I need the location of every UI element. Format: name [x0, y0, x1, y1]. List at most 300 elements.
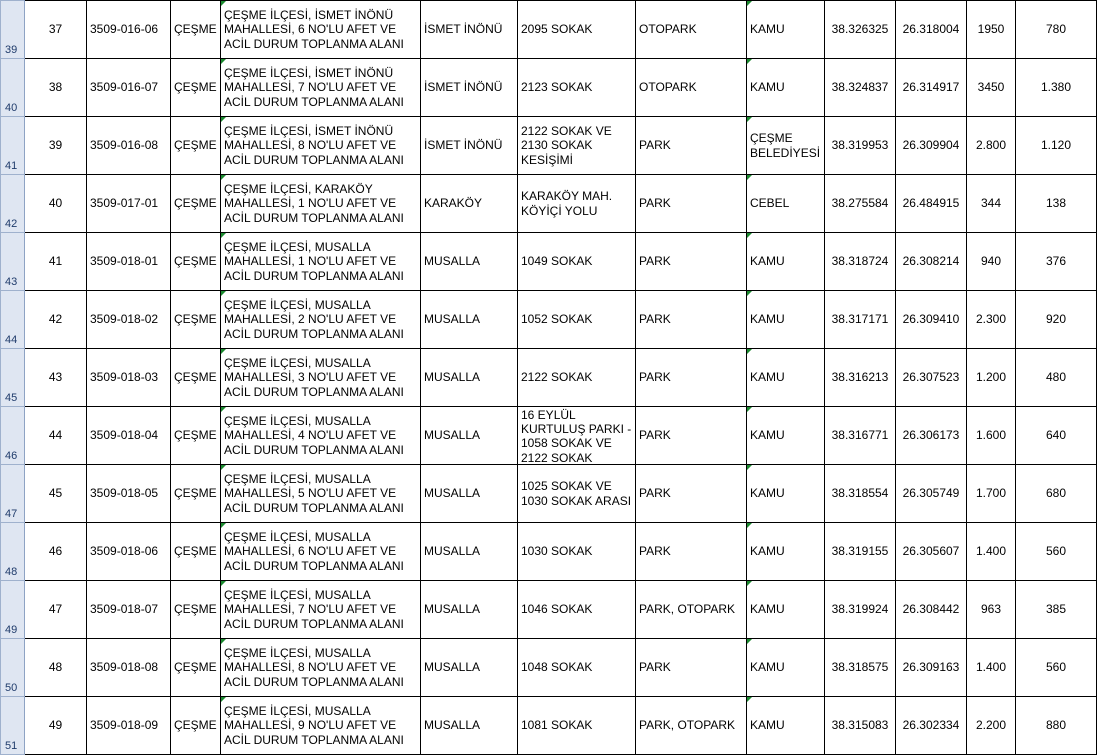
cell-area-name[interactable]: [221, 175, 421, 233]
cell-area-type[interactable]: [636, 291, 747, 349]
cell-text: KAMU: [750, 312, 785, 327]
cell-text: 1.120: [1040, 138, 1072, 153]
cell-text: ÇEŞME İLÇESİ, İSMET İNÖNÜ MAHALLESİ, 8 NO'LU AFET VE ACİL DURUM TOPLANMA ALANI: [224, 123, 404, 167]
cell-area-code[interactable]: [87, 639, 171, 697]
cell-area-type[interactable]: [636, 697, 747, 755]
cell-district[interactable]: [171, 523, 221, 581]
cell-latitude[interactable]: [825, 581, 896, 639]
cell-sira-no[interactable]: [25, 639, 87, 697]
cell-text: PARK: [639, 254, 671, 269]
cell-area-name[interactable]: [221, 407, 421, 465]
row-header[interactable]: [1, 465, 25, 523]
cell-latitude[interactable]: [825, 697, 896, 755]
cell-ownership[interactable]: [747, 117, 825, 175]
cell-text: 344: [980, 196, 1002, 211]
table-row[interactable]: [1, 59, 1097, 117]
cell-area-name[interactable]: [221, 639, 421, 697]
cell-text: İSMET İNÖNÜ: [424, 80, 503, 95]
cell-text: 37: [48, 22, 63, 37]
cell-area-code[interactable]: [87, 697, 171, 755]
cell-text: ÇEŞME: [174, 370, 217, 385]
cell-area-type[interactable]: [636, 465, 747, 523]
cell-district[interactable]: [171, 639, 221, 697]
cell-text: ÇEŞME: [174, 544, 217, 559]
cell-text: PARK: [639, 138, 671, 153]
cell-area-type[interactable]: [636, 349, 747, 407]
cell-area-name[interactable]: [221, 523, 421, 581]
cell-area-name[interactable]: [221, 465, 421, 523]
cell-neighborhood[interactable]: [421, 117, 518, 175]
cell-capacity[interactable]: [1016, 59, 1097, 117]
cell-text: 3509-018-01: [90, 254, 159, 269]
cell-text: KAMU: [750, 486, 785, 501]
cell-area-code[interactable]: [87, 175, 171, 233]
cell-text: 38.315083: [831, 718, 889, 733]
cell-text: 3509-018-06: [90, 544, 159, 559]
cell-ownership[interactable]: [747, 59, 825, 117]
cell-text: PARK: [639, 312, 671, 327]
cell-text: 1.200: [975, 370, 1007, 385]
cell-longitude[interactable]: [896, 639, 967, 697]
table-row[interactable]: [1, 581, 1097, 639]
cell-text: 880: [1045, 718, 1067, 733]
cell-text: 26.305749: [902, 486, 960, 501]
cell-text: 47: [5, 507, 18, 520]
cell-sira-no[interactable]: [25, 407, 87, 465]
cell-text: 138: [1045, 196, 1067, 211]
row-header[interactable]: [1, 175, 25, 233]
row-header[interactable]: [1, 59, 25, 117]
cell-capacity[interactable]: [1016, 697, 1097, 755]
cell-text: 44: [5, 333, 18, 346]
text-format-indicator-icon: [221, 291, 226, 296]
cell-longitude[interactable]: [896, 233, 967, 291]
cell-capacity[interactable]: [1016, 291, 1097, 349]
text-format-indicator-icon: [747, 233, 752, 238]
cell-area-size[interactable]: [967, 407, 1016, 465]
cell-district[interactable]: [171, 349, 221, 407]
cell-text: 50: [5, 681, 18, 694]
text-format-indicator-icon: [747, 407, 752, 412]
cell-ownership[interactable]: [747, 291, 825, 349]
cell-text: 39: [5, 43, 18, 56]
table-row[interactable]: [1, 697, 1097, 755]
cell-area-name[interactable]: [221, 233, 421, 291]
cell-text: 40: [5, 101, 18, 114]
cell-text: 1.600: [975, 428, 1007, 443]
cell-area-code[interactable]: [87, 291, 171, 349]
cell-district[interactable]: [171, 291, 221, 349]
cell-street[interactable]: [518, 407, 636, 465]
cell-text: MUSALLA: [424, 312, 481, 327]
cell-capacity[interactable]: [1016, 407, 1097, 465]
cell-area-code[interactable]: [87, 117, 171, 175]
cell-text: 39: [48, 138, 63, 153]
cell-street[interactable]: [518, 1, 636, 59]
text-format-indicator-icon: [747, 697, 752, 702]
cell-sira-no[interactable]: [25, 581, 87, 639]
cell-text: MUSALLA: [424, 660, 481, 675]
cell-area-name[interactable]: [221, 697, 421, 755]
cell-longitude[interactable]: [896, 523, 967, 581]
row-header[interactable]: [1, 697, 25, 755]
cell-street[interactable]: [518, 639, 636, 697]
table-row[interactable]: [1, 407, 1097, 465]
cell-latitude[interactable]: [825, 117, 896, 175]
cell-area-size[interactable]: [967, 233, 1016, 291]
cell-street[interactable]: [518, 349, 636, 407]
cell-area-code[interactable]: [87, 1, 171, 59]
cell-street[interactable]: [518, 465, 636, 523]
cell-ownership[interactable]: [747, 175, 825, 233]
cell-area-code[interactable]: [87, 233, 171, 291]
cell-text: ÇEŞME: [174, 254, 217, 269]
cell-district[interactable]: [171, 407, 221, 465]
cell-district[interactable]: [171, 175, 221, 233]
cell-area-size[interactable]: [967, 697, 1016, 755]
cell-text: MUSALLA: [424, 370, 481, 385]
cell-area-size[interactable]: [967, 349, 1016, 407]
cell-capacity[interactable]: [1016, 1, 1097, 59]
row-header[interactable]: [1, 117, 25, 175]
cell-sira-no[interactable]: [25, 1, 87, 59]
cell-text: 43: [48, 370, 63, 385]
cell-area-name[interactable]: [221, 349, 421, 407]
cell-street[interactable]: [518, 697, 636, 755]
cell-area-type[interactable]: [636, 233, 747, 291]
cell-text: PARK: [639, 486, 671, 501]
cell-latitude[interactable]: [825, 233, 896, 291]
cell-capacity[interactable]: [1016, 523, 1097, 581]
cell-text: 38.324837: [831, 80, 889, 95]
cell-neighborhood[interactable]: [421, 581, 518, 639]
cell-area-code[interactable]: [87, 59, 171, 117]
cell-text: 3509-016-06: [90, 22, 159, 37]
cell-sira-no[interactable]: [25, 175, 87, 233]
cell-text: 680: [1045, 486, 1067, 501]
cell-area-type[interactable]: [636, 59, 747, 117]
cell-longitude[interactable]: [896, 697, 967, 755]
cell-neighborhood[interactable]: [421, 1, 518, 59]
cell-district[interactable]: [171, 465, 221, 523]
cell-neighborhood[interactable]: [421, 233, 518, 291]
cell-text: 26.308214: [902, 254, 960, 269]
row-header[interactable]: [1, 1, 25, 59]
cell-text: 38.316771: [831, 428, 889, 443]
cell-ownership[interactable]: [747, 639, 825, 697]
text-format-indicator-icon: [221, 117, 226, 122]
cell-area-name[interactable]: [221, 1, 421, 59]
cell-district[interactable]: [171, 117, 221, 175]
cell-text: ÇEŞME: [174, 486, 217, 501]
table-row[interactable]: [1, 639, 1097, 697]
cell-text: KAMU: [750, 370, 785, 385]
cell-text: 3509-018-05: [90, 486, 159, 501]
cell-text: PARK: [639, 544, 671, 559]
cell-text: ÇEŞME İLÇESİ, MUSALLA MAHALLESİ, 5 NO'LU AFET VE ACİL DURUM TOPLANMA ALANI: [224, 471, 404, 515]
cell-text: 780: [1045, 22, 1067, 37]
cell-text: 1025 SOKAK VE 1030 SOKAK ARASI: [521, 479, 632, 508]
cell-longitude[interactable]: [896, 175, 967, 233]
table-row[interactable]: [1, 465, 1097, 523]
cell-area-size[interactable]: [967, 117, 1016, 175]
cell-street[interactable]: [518, 175, 636, 233]
cell-sira-no[interactable]: [25, 465, 87, 523]
cell-text: 26.314917: [902, 80, 960, 95]
cell-text: 2122 SOKAK: [521, 370, 593, 385]
cell-text: 3509-018-08: [90, 660, 159, 675]
cell-area-type[interactable]: [636, 523, 747, 581]
text-format-indicator-icon: [221, 1, 226, 6]
cell-sira-no[interactable]: [25, 697, 87, 755]
cell-longitude[interactable]: [896, 349, 967, 407]
cell-text: PARK: [639, 196, 671, 211]
cell-area-size[interactable]: [967, 1, 1016, 59]
cell-latitude[interactable]: [825, 465, 896, 523]
cell-text: ÇEŞME: [174, 660, 217, 675]
cell-district[interactable]: [171, 1, 221, 59]
text-format-indicator-icon: [221, 581, 226, 586]
cell-text: PARK: [639, 370, 671, 385]
cell-neighborhood[interactable]: [421, 349, 518, 407]
row-header[interactable]: [1, 349, 25, 407]
cell-text: PARK, OTOPARK: [639, 602, 736, 617]
cell-text: 38.318554: [831, 486, 889, 501]
cell-area-type[interactable]: [636, 117, 747, 175]
cell-longitude[interactable]: [896, 407, 967, 465]
cell-text: İSMET İNÖNÜ: [424, 22, 503, 37]
text-format-indicator-icon: [747, 639, 752, 644]
cell-area-type[interactable]: [636, 1, 747, 59]
cell-text: 963: [980, 602, 1002, 617]
cell-area-type[interactable]: [636, 175, 747, 233]
cell-sira-no[interactable]: [25, 117, 87, 175]
cell-district[interactable]: [171, 59, 221, 117]
cell-area-size[interactable]: [967, 581, 1016, 639]
cell-text: 2095 SOKAK: [521, 22, 593, 37]
cell-latitude[interactable]: [825, 523, 896, 581]
row-header[interactable]: [1, 407, 25, 465]
cell-text: 560: [1045, 660, 1067, 675]
cell-text: ÇEŞME İLÇESİ, MUSALLA MAHALLESİ, 2 NO'LU AFET VE ACİL DURUM TOPLANMA ALANI: [224, 297, 404, 341]
cell-ownership[interactable]: [747, 349, 825, 407]
cell-text: 1030 SOKAK: [521, 544, 593, 559]
cell-area-size[interactable]: [967, 465, 1016, 523]
cell-text: 38.319924: [831, 602, 889, 617]
cell-street[interactable]: [518, 291, 636, 349]
cell-neighborhood[interactable]: [421, 697, 518, 755]
cell-longitude[interactable]: [896, 117, 967, 175]
text-format-indicator-icon: [747, 291, 752, 296]
cell-text: ÇEŞME: [174, 312, 217, 327]
cell-capacity[interactable]: [1016, 175, 1097, 233]
table-row[interactable]: [1, 349, 1097, 407]
cell-area-size[interactable]: [967, 291, 1016, 349]
cell-text: 2.300: [975, 312, 1007, 327]
cell-ownership[interactable]: [747, 581, 825, 639]
cell-text: 26.484915: [902, 196, 960, 211]
cell-latitude[interactable]: [825, 291, 896, 349]
cell-area-code[interactable]: [87, 581, 171, 639]
text-format-indicator-icon: [747, 117, 752, 122]
text-format-indicator-icon: [221, 465, 226, 470]
cell-text: 26.306173: [902, 428, 960, 443]
cell-text: 38.316213: [831, 370, 889, 385]
cell-longitude[interactable]: [896, 291, 967, 349]
cell-text: ÇEŞME İLÇESİ, MUSALLA MAHALLESİ, 3 NO'LU AFET VE ACİL DURUM TOPLANMA ALANI: [224, 355, 404, 399]
cell-capacity[interactable]: [1016, 233, 1097, 291]
cell-text: ÇEŞME: [174, 80, 217, 95]
cell-longitude[interactable]: [896, 465, 967, 523]
cell-area-type[interactable]: [636, 407, 747, 465]
cell-text: İSMET İNÖNÜ: [424, 138, 503, 153]
cell-capacity[interactable]: [1016, 349, 1097, 407]
cell-longitude[interactable]: [896, 1, 967, 59]
cell-text: 560: [1045, 544, 1067, 559]
row-header[interactable]: [1, 581, 25, 639]
text-format-indicator-icon: [221, 59, 226, 64]
cell-area-code[interactable]: [87, 523, 171, 581]
cell-area-code[interactable]: [87, 465, 171, 523]
cell-text: 38.318724: [831, 254, 889, 269]
cell-area-name[interactable]: [221, 59, 421, 117]
cell-ownership[interactable]: [747, 407, 825, 465]
table-body: [1, 1, 1097, 755]
cell-text: KAMU: [750, 254, 785, 269]
row-header[interactable]: [1, 639, 25, 697]
cell-area-name[interactable]: [221, 117, 421, 175]
cell-area-code[interactable]: [87, 407, 171, 465]
cell-district[interactable]: [171, 233, 221, 291]
cell-text: 26.305607: [902, 544, 960, 559]
cell-text: ÇEŞME İLÇESİ, MUSALLA MAHALLESİ, 8 NO'LU AFET VE ACİL DURUM TOPLANMA ALANI: [224, 645, 404, 689]
cell-text: 1.400: [975, 660, 1007, 675]
cell-text: 3509-018-07: [90, 602, 159, 617]
cell-latitude[interactable]: [825, 175, 896, 233]
cell-street[interactable]: [518, 59, 636, 117]
cell-text: 2122 SOKAK VE 2130 SOKAK KESİŞİMİ: [521, 123, 612, 167]
cell-text: KAMU: [750, 544, 785, 559]
cell-text: MUSALLA: [424, 486, 481, 501]
cell-text: ÇEŞME İLÇESİ, İSMET İNÖNÜ MAHALLESİ, 6 NO'LU AFET VE ACİL DURUM TOPLANMA ALANI: [224, 7, 404, 51]
cell-capacity[interactable]: [1016, 465, 1097, 523]
cell-latitude[interactable]: [825, 59, 896, 117]
cell-area-type[interactable]: [636, 639, 747, 697]
cell-district[interactable]: [171, 581, 221, 639]
cell-text: PARK, OTOPARK: [639, 718, 736, 733]
cell-street[interactable]: [518, 233, 636, 291]
cell-text: 44: [48, 428, 63, 443]
cell-text: 26.309904: [902, 138, 960, 153]
cell-text: MUSALLA: [424, 718, 481, 733]
table-row[interactable]: [1, 233, 1097, 291]
row-header[interactable]: [1, 523, 25, 581]
cell-text: 920: [1045, 312, 1067, 327]
cell-text: 385: [1045, 602, 1067, 617]
cell-area-size[interactable]: [967, 523, 1016, 581]
cell-capacity[interactable]: [1016, 117, 1097, 175]
cell-sira-no[interactable]: [25, 523, 87, 581]
row-header[interactable]: [1, 233, 25, 291]
cell-text: ÇEŞME: [174, 602, 217, 617]
cell-area-size[interactable]: [967, 175, 1016, 233]
table-row[interactable]: [1, 1, 1097, 59]
cell-longitude[interactable]: [896, 59, 967, 117]
row-header[interactable]: [1, 291, 25, 349]
cell-text: 38.319953: [831, 138, 889, 153]
cell-neighborhood[interactable]: [421, 639, 518, 697]
table-row[interactable]: [1, 117, 1097, 175]
cell-text: ÇEŞME: [174, 196, 217, 211]
table-row[interactable]: [1, 523, 1097, 581]
cell-text: 38.319155: [831, 544, 889, 559]
table-row[interactable]: [1, 291, 1097, 349]
cell-area-code[interactable]: [87, 349, 171, 407]
text-format-indicator-icon: [747, 1, 752, 6]
cell-street[interactable]: [518, 117, 636, 175]
cell-ownership[interactable]: [747, 1, 825, 59]
cell-capacity[interactable]: [1016, 639, 1097, 697]
cell-text: MUSALLA: [424, 428, 481, 443]
cell-latitude[interactable]: [825, 349, 896, 407]
cell-ownership[interactable]: [747, 697, 825, 755]
cell-neighborhood[interactable]: [421, 59, 518, 117]
cell-capacity[interactable]: [1016, 581, 1097, 639]
cell-ownership[interactable]: [747, 523, 825, 581]
cell-text: 38.275584: [831, 196, 889, 211]
cell-neighborhood[interactable]: [421, 175, 518, 233]
cell-ownership[interactable]: [747, 233, 825, 291]
cell-neighborhood[interactable]: [421, 291, 518, 349]
cell-area-size[interactable]: [967, 639, 1016, 697]
cell-text: 3450: [977, 80, 1005, 95]
cell-area-name[interactable]: [221, 581, 421, 639]
cell-text: CEBEL: [750, 196, 790, 211]
cell-street[interactable]: [518, 581, 636, 639]
cell-street[interactable]: [518, 523, 636, 581]
cell-text: ÇEŞME: [174, 718, 217, 733]
cell-sira-no[interactable]: [25, 349, 87, 407]
cell-text: 48: [48, 660, 63, 675]
cell-area-name[interactable]: [221, 291, 421, 349]
cell-latitude[interactable]: [825, 1, 896, 59]
cell-district[interactable]: [171, 697, 221, 755]
cell-text: 480: [1045, 370, 1067, 385]
cell-longitude[interactable]: [896, 581, 967, 639]
cell-latitude[interactable]: [825, 639, 896, 697]
text-format-indicator-icon: [221, 697, 226, 702]
cell-sira-no[interactable]: [25, 59, 87, 117]
cell-text: 41: [48, 254, 63, 269]
cell-text: MUSALLA: [424, 254, 481, 269]
cell-latitude[interactable]: [825, 407, 896, 465]
cell-text: KAMU: [750, 80, 785, 95]
cell-text: 3509-017-01: [90, 196, 159, 211]
cell-area-size[interactable]: [967, 59, 1016, 117]
cell-neighborhood[interactable]: [421, 465, 518, 523]
cell-neighborhood[interactable]: [421, 523, 518, 581]
table-row[interactable]: [1, 175, 1097, 233]
cell-text: 3509-018-04: [90, 428, 159, 443]
cell-text: 45: [5, 391, 18, 404]
cell-area-type[interactable]: [636, 581, 747, 639]
cell-text: OTOPARK: [639, 22, 697, 37]
cell-neighborhood[interactable]: [421, 407, 518, 465]
cell-ownership[interactable]: [747, 465, 825, 523]
cell-sira-no[interactable]: [25, 233, 87, 291]
cell-sira-no[interactable]: [25, 291, 87, 349]
cell-text: 26.309410: [902, 312, 960, 327]
